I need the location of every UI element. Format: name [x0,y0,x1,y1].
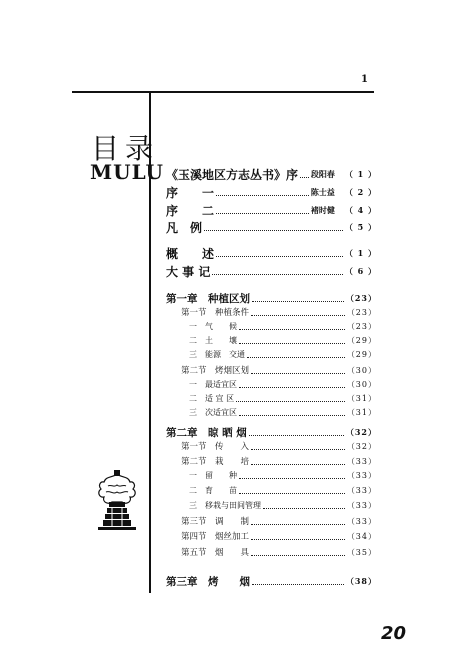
toc-entry[interactable] [166,263,377,280]
toc-entry-page: （33） [346,516,377,526]
toc-entry-page: （32） [345,427,377,437]
leader-dots [212,274,343,275]
leader-dots [216,195,309,196]
leader-dots [252,301,344,302]
toc-entry-page: （ 6 ） [344,266,377,276]
leader-dots [216,256,343,257]
toc-chapter[interactable] [166,291,377,306]
toc-entry-page: （29） [346,336,377,345]
leader-dots [252,584,344,585]
toc-chapter[interactable] [166,425,377,440]
leader-dots [239,387,345,388]
toc-subsection[interactable] [189,379,377,390]
leader-dots [236,401,345,402]
toc-entry-label: 第一节 种植条件 [181,308,250,318]
page-number: 1 [361,74,368,85]
toc-entry[interactable] [166,245,377,262]
toc-entry-page: （32） [346,441,377,451]
page-title: 目录 [91,132,160,165]
toc-entry-author: 段阳春 [310,169,335,179]
toc-entry-label: 第五节 烟 具 [181,548,250,558]
leader-dots [263,508,345,509]
toc-entry-label: 一 气 候 [189,322,237,331]
toc-entry-author: 陈士益 [310,187,335,197]
toc-entry-page: （30） [346,380,377,389]
toc-entry[interactable] [166,184,377,201]
header-rule [72,91,374,93]
toc-entry-label: 第二节 栽 培 [181,457,250,467]
leader-dots [239,415,345,416]
toc-entry-page: （31） [346,408,377,417]
toc-subsection[interactable] [189,393,377,404]
leader-dots [251,373,345,374]
toc-section[interactable] [181,364,377,376]
toc-entry-label: 序 二 [166,204,215,218]
toc-entry[interactable] [166,166,377,183]
toc-section[interactable] [181,455,377,467]
toc-entry-page: （31） [346,394,377,403]
toc-entry-page: （23） [346,307,377,317]
toc-subsection[interactable] [189,485,377,496]
leader-dots [239,493,345,494]
toc-entry-label: 《玉溪地区方志丛书》序 [166,168,299,182]
toc-entry-label: 第一节 传 入 [181,442,250,452]
leader-dots [251,555,345,556]
toc-entry-label: 一 留 种 [189,471,237,480]
toc-entry-page: （30） [346,365,377,375]
toc-entry-label: 第三章 烤 烟 [166,576,250,588]
leader-dots [216,213,309,214]
leader-dots [251,449,345,450]
toc-subsection[interactable] [189,407,377,418]
toc-subsection[interactable] [189,335,377,346]
toc-subsection[interactable] [189,500,377,511]
leader-dots [247,357,345,358]
toc-entry-label: 第一章 种植区划 [166,293,250,305]
toc-subsection[interactable] [189,321,377,332]
toc-entry-page: （33） [346,501,377,510]
toc-entry-page: （35） [346,547,377,557]
toc-entry-page: （23） [346,322,377,331]
toc-entry-label: 二 土 壤 [189,336,237,345]
toc-entry-label: 概 述 [166,247,215,261]
toc-entry-label: 第四节 烟丝加工 [181,532,250,542]
leader-dots [251,315,345,316]
leader-dots [300,177,309,178]
toc-subsection[interactable] [189,349,377,360]
leader-dots [239,329,345,330]
toc-entry-label: 二 育 苗 [189,486,237,495]
leader-dots [251,539,345,540]
toc-entry-label: 三 次适宜区 [189,408,237,417]
toc-section[interactable] [181,546,377,558]
leader-dots [249,435,344,436]
toc-section[interactable] [181,515,377,527]
toc-entry-label: 第二章 晾 晒 烟 [166,427,247,439]
toc-entry-page: （ 2 ） [344,187,377,197]
toc-entry-page: （29） [346,350,377,359]
toc-entry[interactable] [166,202,377,219]
toc-section[interactable] [181,530,377,542]
toc-entry-page: （23） [345,293,377,303]
leader-dots [251,524,345,525]
toc-entry-label: 二 适 宜 区 [189,394,235,403]
toc-entry-label: 序 一 [166,186,215,200]
toc-entry-page: （33） [346,456,377,466]
toc-entry-label: 凡 例 [166,221,203,235]
toc-entry-label: 第二节 烤烟区划 [181,366,250,376]
toc-section[interactable] [181,440,377,452]
toc-entry-label: 第三节 调 制 [181,517,250,527]
toc-entry-page: （34） [346,531,377,541]
toc-entry-label: 三 移栽与田间管理 [189,501,261,510]
toc-entry-page: （ 1 ） [344,248,377,258]
toc-entry[interactable] [166,219,377,236]
toc-entry-label: 一 最适宜区 [189,380,237,389]
leader-dots [204,230,343,231]
leader-dots [239,478,345,479]
toc-entry-page: （ 4 ） [344,205,377,215]
pagoda-emblem-icon [92,468,142,532]
toc-subsection[interactable] [189,470,377,481]
toc-entry-page: （33） [346,486,377,495]
toc-entry-page: （ 1 ） [344,169,377,179]
toc-entry-page: （ 5 ） [344,222,377,232]
page-title-romanized: MULU [90,160,164,184]
toc-entry-page: （33） [346,471,377,480]
toc-chapter[interactable] [166,574,377,589]
toc-entry-author: 褚时健 [310,205,335,215]
toc-entry-label: 大 事 记 [166,265,211,279]
toc-entry-label: 三 能源 交通 [189,350,245,359]
leader-dots [251,464,345,465]
toc-entry-page: （38） [345,576,377,586]
toc-section[interactable] [181,306,377,318]
handwritten-page-number: 20 [381,623,407,644]
leader-dots [239,343,345,344]
